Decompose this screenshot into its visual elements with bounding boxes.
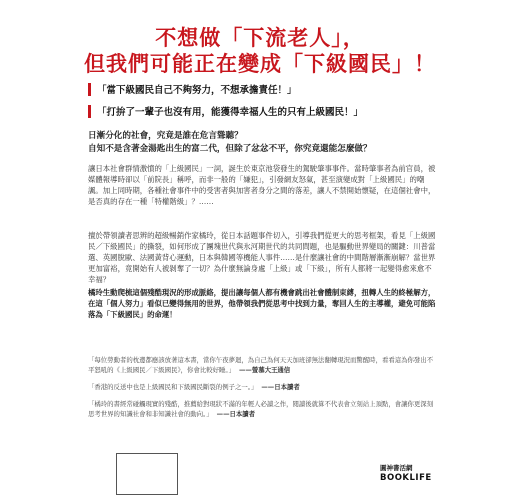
publisher-name-chinese: 圓神書活網 — [380, 464, 413, 472]
quote-bar — [88, 83, 91, 96]
review — [88, 399, 438, 419]
headline-line-2: 但我們可能正在變成「下級國民」！ — [84, 51, 436, 76]
review — [88, 382, 438, 392]
body-paragraph-emphasis: 橘玲生動爬梳這個殘酷現況的形成脈絡，提出讓每個人都有機會跳出社會體制束縛，扭轉人生的終極解方，在這「個人努力」看似已變得無用的世界，他帶領我們從思考中找到力量，奪回人生的主導權，避免可能陷落為「下級國民」的命運！ — [88, 288, 436, 319]
lead-line: 日漸分化的社會，究竟是誰在危言聳聽？ — [88, 131, 243, 141]
review-source: ——日本讀者 — [261, 383, 300, 391]
pull-quote — [88, 104, 418, 118]
body-paragraph: 擅於帶領讀者思辨的超級暢銷作家橘玲，從日本話題事件切入，引導我們從更大的思考框架，看見「上級國民／下級國民」的撕裂，如何形成了團塊世代與氷河期世代的共同問題，也是驅動世界變局的關鍵：川普當選、英國脫歐、法國黃背心運動，日本與韓國等機能人事件……是什麼讓社會的中間階層漸漸崩解？當世界更加富裕，竟開始有人被剝奪了一切？為什麼無論身處「上級」或「下級」，所有人都將一起變得愈來愈不幸福？ — [88, 231, 436, 284]
headline-line-1: 不想做「下流老人」， — [155, 25, 365, 50]
pull-quotes — [88, 82, 418, 126]
review-text: 「香港的反送中也是上級國民和下級國民斷裂的例子之一。」 — [88, 383, 258, 391]
review-text: 「橘玲的書經常碰觸現實的殘酷，推薦給對現狀不滿的年輕人必讀之作，閱讀後就算不代表會立刻站上頂點，會讓你更深刻思考世界的知識社會和非知識社會的動向。」 — [88, 400, 434, 418]
review — [88, 355, 438, 375]
pull-quote-text: 「當下級國民自己不夠努力，不想承擔責任！」 — [97, 85, 297, 96]
lead-line: 自知不是含著金湯匙出生的富二代，但除了忿忿不平，你究竟還能怎麼做？ — [88, 143, 372, 154]
lead-paragraph — [88, 130, 438, 155]
publisher-name-english: BOOKLIFE — [380, 473, 432, 483]
pull-quote-text: 「打拚了一輩子也沒有用，能獲得幸福人生的只有上級國民！」 — [97, 107, 364, 118]
review-source: ——日本讀者 — [216, 410, 256, 418]
review-source: ——螢慕大王通信 — [239, 366, 291, 374]
publisher-logo — [380, 463, 440, 483]
pull-quote — [88, 82, 418, 96]
review-text: 「每位勞動者的枕邊都應該放著這本書，當你午夜夢迴，為自己為何天天加班卻無法翻轉現況而驚醒時，看看這為你發出不平怒吼的《上級國民／下級國民》，你會比較好睡。」 — [88, 356, 434, 374]
reader-reviews — [88, 355, 438, 426]
quote-bar — [88, 105, 91, 118]
barcode-box — [116, 453, 178, 495]
body-paragraph: 讓日本社會群情激憤的「上級國民」一詞，誕生於東京池袋發生的駕駛肇事事件。當時肇事者為前官員，被媒體報導時卻以「前院長」稱呼，而非一般的「嫌犯」，引發網友怒氣，甚至演變成對「上級國民」的嘲諷。加上同時期，各種社會事件中的受害者與加害者身分之間的落差，讓人不禁開始懷疑，在這個社會中，是否真的存在一種「特權階級」？…… — [88, 164, 436, 206]
